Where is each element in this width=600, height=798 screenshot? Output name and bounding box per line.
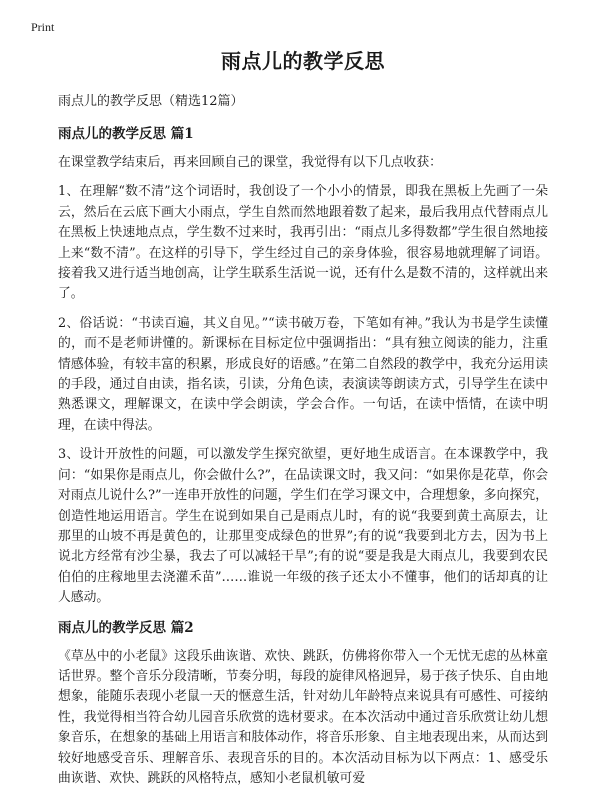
paragraph: 《草丛中的小老鼠》这段乐曲诙谐、欢快、跳跃，仿佛将你带入一个无忧无虑的丛林童话世界。整个音乐分段清晰，节奏分明，每段的旋律风格迥异，易于孩子快乐、自由地想象，能随乐表现小老鼠一天的惬意生活，针对幼儿年龄特点来说具有可感性、可接纳性，我觉得相当符合幼儿园音乐欣赏的选材要求。在本次活动中通过音乐欣赏让幼儿想象音乐，在想象的基础上用语言和肢体动作，将音乐形象、自主地表现出来，从而达到较好地感受音乐、理解音乐、表现音乐的目的。本次活动目标为以下两点：1、感受乐曲诙谐、欢快、跳跃的风格特点，感知小老鼠机敏可爱 bbox=[58, 648, 548, 786]
paragraph: 2、俗话说：“书读百遍，其义自见。”“读书破万卷，下笔如有神。”我认为书是学生读懂的，而不是老师讲懂的。新课标在目标定位中强调指出：“具有独立阅读的能力，注重情感体验，有较丰富的积累，形成良好的语感。”在第二自然段的教学中，我充分运用读的手段，通过自由读，指名读，引读，分角色读，表演读等朗读方式，引导学生在读中熟悉课文，理解课文，在读中学会朗读，学会合作。一句话，在读中悟情，在读中明理，在读中得法。 bbox=[58, 315, 548, 433]
section-heading: 雨点儿的教学反思 篇2 bbox=[58, 619, 194, 636]
paragraph: 在课堂教学结束后，再来回顾自己的课堂，我觉得有以下几点收获： bbox=[58, 155, 442, 170]
section-1 bbox=[58, 124, 548, 609]
section-2 bbox=[58, 618, 548, 790]
document-body bbox=[58, 48, 548, 798]
paragraph: 1、在理解“数不清”这个词语时，我创设了一个小小的情景，即我在黑板上先画了一朵云，然后在云底下画大小雨点，学生自然而然地跟着数了起来，最后我用点代替雨点儿在黑板上快速地点点，学生数不过来时，我再引出：“雨点儿多得数都”学生很自然地接上来“数不清”。在这样的引导下，学生经过自己的亲身体验，很容易地就理解了词语。接着我又进行适当地创高，让学生联系生活说一说，还有什么是数不清的，这样就出来了。 bbox=[58, 184, 548, 302]
section-heading: 雨点儿的教学反思 篇1 bbox=[58, 126, 194, 142]
print-link[interactable]: Print bbox=[31, 20, 55, 34]
paragraph: 3、设计开放性的问题，可以激发学生探究欲望，更好地生成语言。在本课教学中，我问：“如果你是雨点儿，你会做什么?”，在品读课文时，我又问：“如果你是花草，你会对雨点儿说什么?”一连串开放性的问题，学生们在学习课文中，合理想象，多向探究，创造性地运用语言。学生在说到如果自己是雨点儿时，有的说“我要到黄土高原去，让那里的山坡不再是黄色的，让那里变成绿色的世界”;有的说“我要到北方去，因为书上说北方经常有沙尘暴，我去了可以减轻干旱”;有的说“要是我是大雨点儿，我要到农民伯伯的庄稼地里去浇灌禾苗”……谁说一年级的孩子还太小不懂事，他们的话却真的让人感动。 bbox=[58, 447, 548, 606]
document-subtitle: 雨点儿的教学反思（精选12篇） bbox=[58, 94, 244, 109]
page-title: 雨点儿的教学反思 bbox=[221, 49, 385, 73]
